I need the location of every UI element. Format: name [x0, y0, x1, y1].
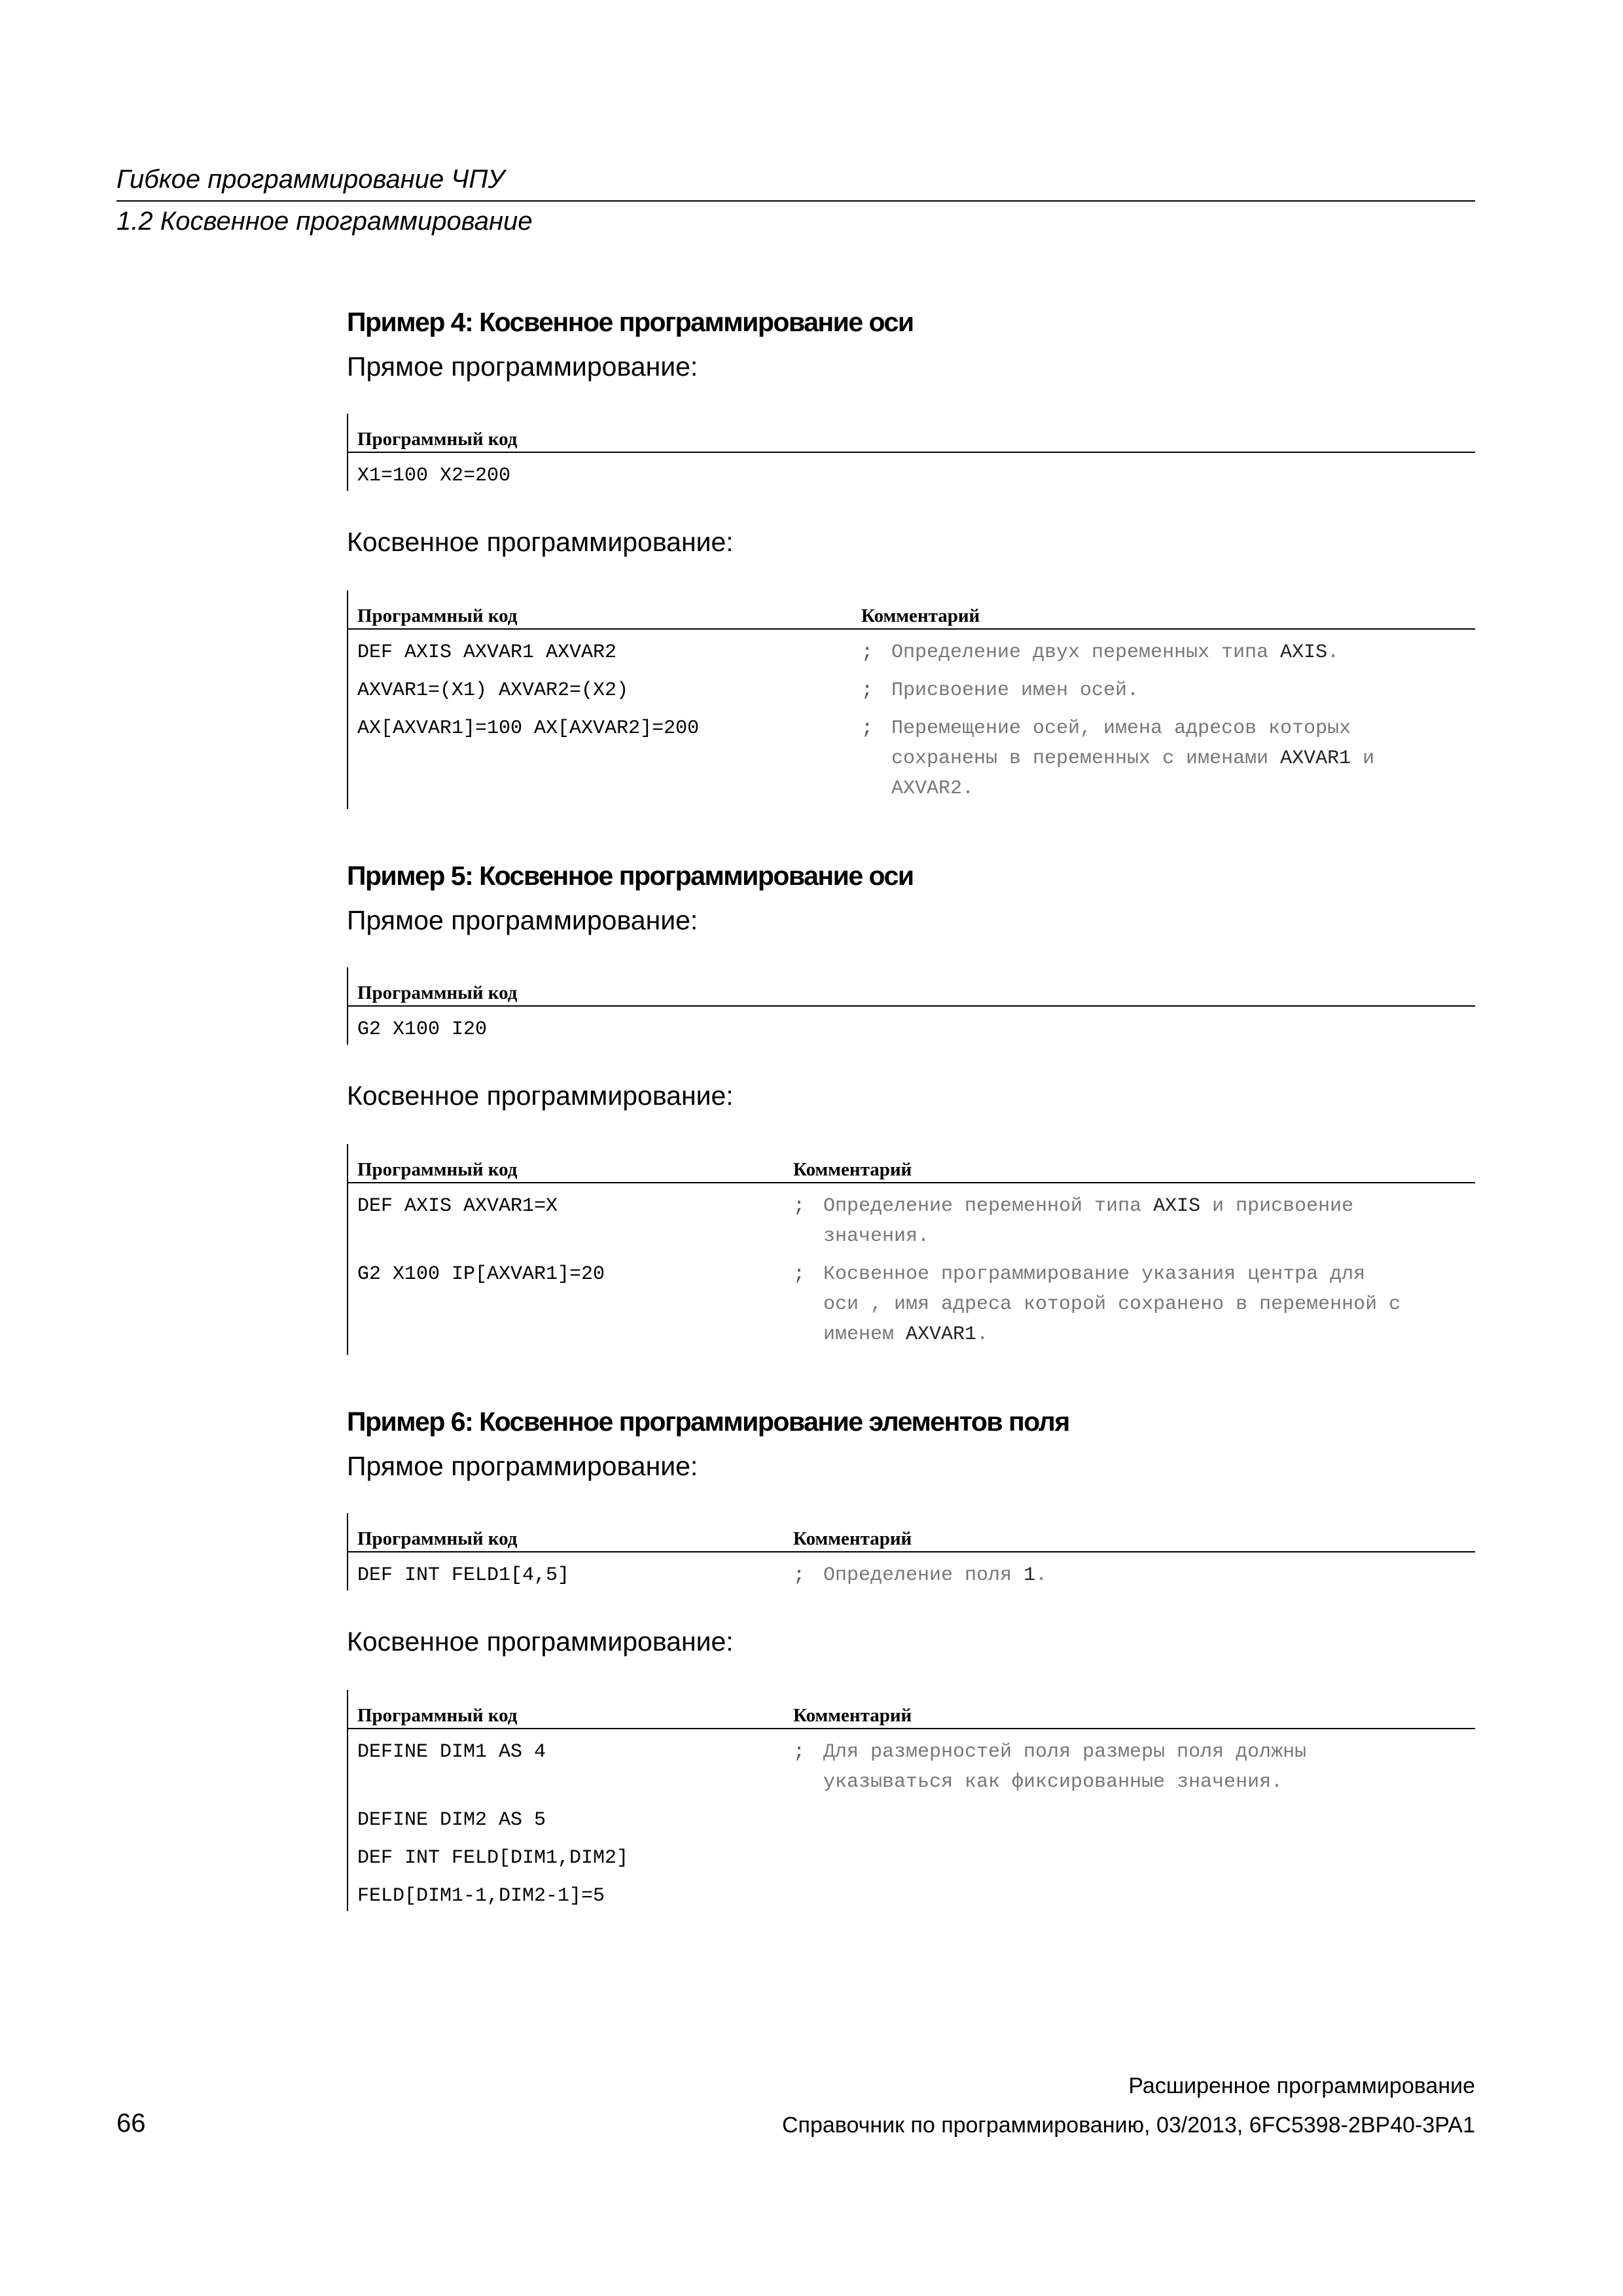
comment-text: именем — [823, 1323, 906, 1346]
code-cell: AX[AXVAR1]=100 AX[AXVAR2]=200 — [357, 717, 700, 740]
comment-text: Перемещение осей, имена адресов которых — [891, 717, 1351, 740]
example-6-direct-table — [347, 1513, 1475, 1590]
comment-cell — [793, 1259, 1400, 1350]
example-4-indirect-label: Косвенное программирование: — [347, 527, 734, 557]
column-header-comment: Комментарий — [793, 1528, 912, 1549]
comment-keyword: AXIS — [1153, 1195, 1201, 1217]
comment-text: указываться как фиксированные значения. — [823, 1771, 1283, 1793]
example-5-indirect-label: Косвенное программирование: — [347, 1081, 734, 1111]
comment-cell — [861, 713, 1374, 804]
comment-semicolon: ; — [793, 1564, 806, 1587]
example-4-title: Пример 4: Косвенное программирование оси — [347, 307, 914, 337]
comment-semicolon: ; — [861, 717, 874, 740]
comment-cell — [793, 1737, 1306, 1797]
example-6-indirect-label: Косвенное программирование: — [347, 1626, 734, 1657]
page-content — [347, 302, 1475, 1911]
table-row — [348, 1797, 1475, 1835]
header-title: Гибкое программирование ЧПУ — [116, 165, 505, 194]
comment-semicolon: ; — [793, 1195, 806, 1217]
code-cell: DEF INT FELD[DIM1,DIM2] — [357, 1847, 629, 1869]
comment-text: и присвоение — [1200, 1195, 1354, 1217]
example-6-indirect-table — [347, 1690, 1475, 1911]
code-cell: DEF AXIS AXVAR1 AXVAR2 — [357, 641, 617, 664]
comment-text: . — [1327, 641, 1340, 664]
comment-cell — [861, 675, 1139, 706]
code-cell: DEF AXIS AXVAR1=X — [357, 1195, 558, 1217]
example-6-title: Пример 6: Косвенное программирование элементов поля — [347, 1407, 1069, 1437]
table-row — [348, 1251, 1475, 1355]
code-cell: DEFINE DIM1 AS 4 — [357, 1741, 546, 1763]
column-header-comment: Комментарий — [793, 1159, 912, 1180]
table-row — [348, 1835, 1475, 1873]
table-row — [348, 706, 1475, 809]
table-row — [348, 1552, 1475, 1590]
comment-text: . — [1035, 1564, 1048, 1587]
example-5-indirect-table — [347, 1144, 1475, 1355]
table-header — [348, 967, 1475, 1007]
example-5-direct-label: Прямое программирование: — [347, 905, 698, 935]
table-header — [348, 1513, 1475, 1552]
table-row — [348, 1729, 1475, 1797]
comment-text: . — [976, 1323, 989, 1346]
comment-semicolon: ; — [793, 1263, 806, 1285]
comment-keyword: AXIS — [1280, 641, 1328, 664]
comment-cell — [793, 1191, 1353, 1251]
comment-keyword: 1 — [1024, 1564, 1036, 1587]
table-row — [348, 453, 1475, 491]
example-4-direct-label: Прямое программирование: — [347, 351, 698, 382]
table-header — [348, 1144, 1475, 1183]
comment-text: Определение поля — [823, 1564, 1024, 1587]
comment-text: сохранены в переменных с именами — [891, 747, 1281, 770]
table-row — [348, 668, 1475, 706]
comment-keyword: AXVAR1 — [906, 1323, 977, 1346]
footer-book-title: Расширенное программирование — [1128, 2073, 1475, 2098]
comment-text: Косвенное программирование указания центра для — [823, 1263, 1366, 1285]
comment-cell — [861, 637, 1339, 668]
comment-cell — [793, 1560, 1047, 1590]
comment-text: Для размерностей поля размеры поля должны — [823, 1741, 1307, 1763]
table-row — [348, 1183, 1475, 1251]
code-cell: DEF INT FELD1[4,5] — [357, 1564, 570, 1587]
comment-text: оси , имя адреса которой сохранено в переменной с — [823, 1293, 1401, 1316]
table-row — [348, 1873, 1475, 1911]
header-section: 1.2 Косвенное программирование — [116, 207, 533, 236]
column-header-code: Программный код — [357, 1159, 518, 1180]
column-header-code: Программный код — [357, 605, 518, 626]
comment-semicolon: ; — [861, 641, 874, 664]
column-header-comment: Комментарий — [861, 605, 980, 626]
table-header — [348, 1690, 1475, 1729]
header-rule — [116, 200, 1475, 202]
comment-text: значения. — [823, 1225, 930, 1247]
page-number: 66 — [116, 2109, 146, 2138]
footer-reference: Справочник по программированию, 03/2013, 6FC5398-2BP40-3PA1 — [782, 2113, 1475, 2138]
code-cell: X1=100 X2=200 — [357, 465, 511, 487]
example-5-direct-table — [347, 967, 1475, 1045]
column-header-code: Программный код — [357, 1528, 518, 1549]
comment-semicolon: ; — [793, 1741, 806, 1763]
comment-keyword: AXVAR1 — [1280, 747, 1351, 770]
table-header — [348, 414, 1475, 453]
code-cell: DEFINE DIM2 AS 5 — [357, 1809, 546, 1831]
comment-text: Определение двух переменных типа — [891, 641, 1281, 664]
example-4-indirect-table — [347, 590, 1475, 809]
code-cell: AXVAR1=(X1) AXVAR2=(X2) — [357, 679, 629, 702]
code-cell: G2 X100 I20 — [357, 1018, 488, 1041]
comment-semicolon: ; — [861, 679, 874, 702]
comment-text: и — [1351, 747, 1375, 770]
comment-text: Определение переменной типа — [823, 1195, 1154, 1217]
example-5-title: Пример 5: Косвенное программирование оси — [347, 861, 914, 891]
comment-text: AXVAR2. — [891, 778, 974, 800]
column-header-comment: Комментарий — [793, 1705, 912, 1726]
column-header-code: Программный код — [357, 1705, 518, 1726]
table-row — [348, 1007, 1475, 1045]
table-header — [348, 590, 1475, 630]
code-cell: G2 X100 IP[AXVAR1]=20 — [357, 1263, 605, 1285]
column-header-code: Программный код — [357, 982, 518, 1003]
comment-text: Присвоение имен осей. — [891, 679, 1139, 702]
example-4-direct-table — [347, 414, 1475, 491]
table-row — [348, 630, 1475, 668]
column-header-code: Программный код — [357, 429, 518, 450]
code-cell: FELD[DIM1-1,DIM2-1]=5 — [357, 1885, 605, 1907]
example-6-direct-label: Прямое программирование: — [347, 1451, 698, 1481]
